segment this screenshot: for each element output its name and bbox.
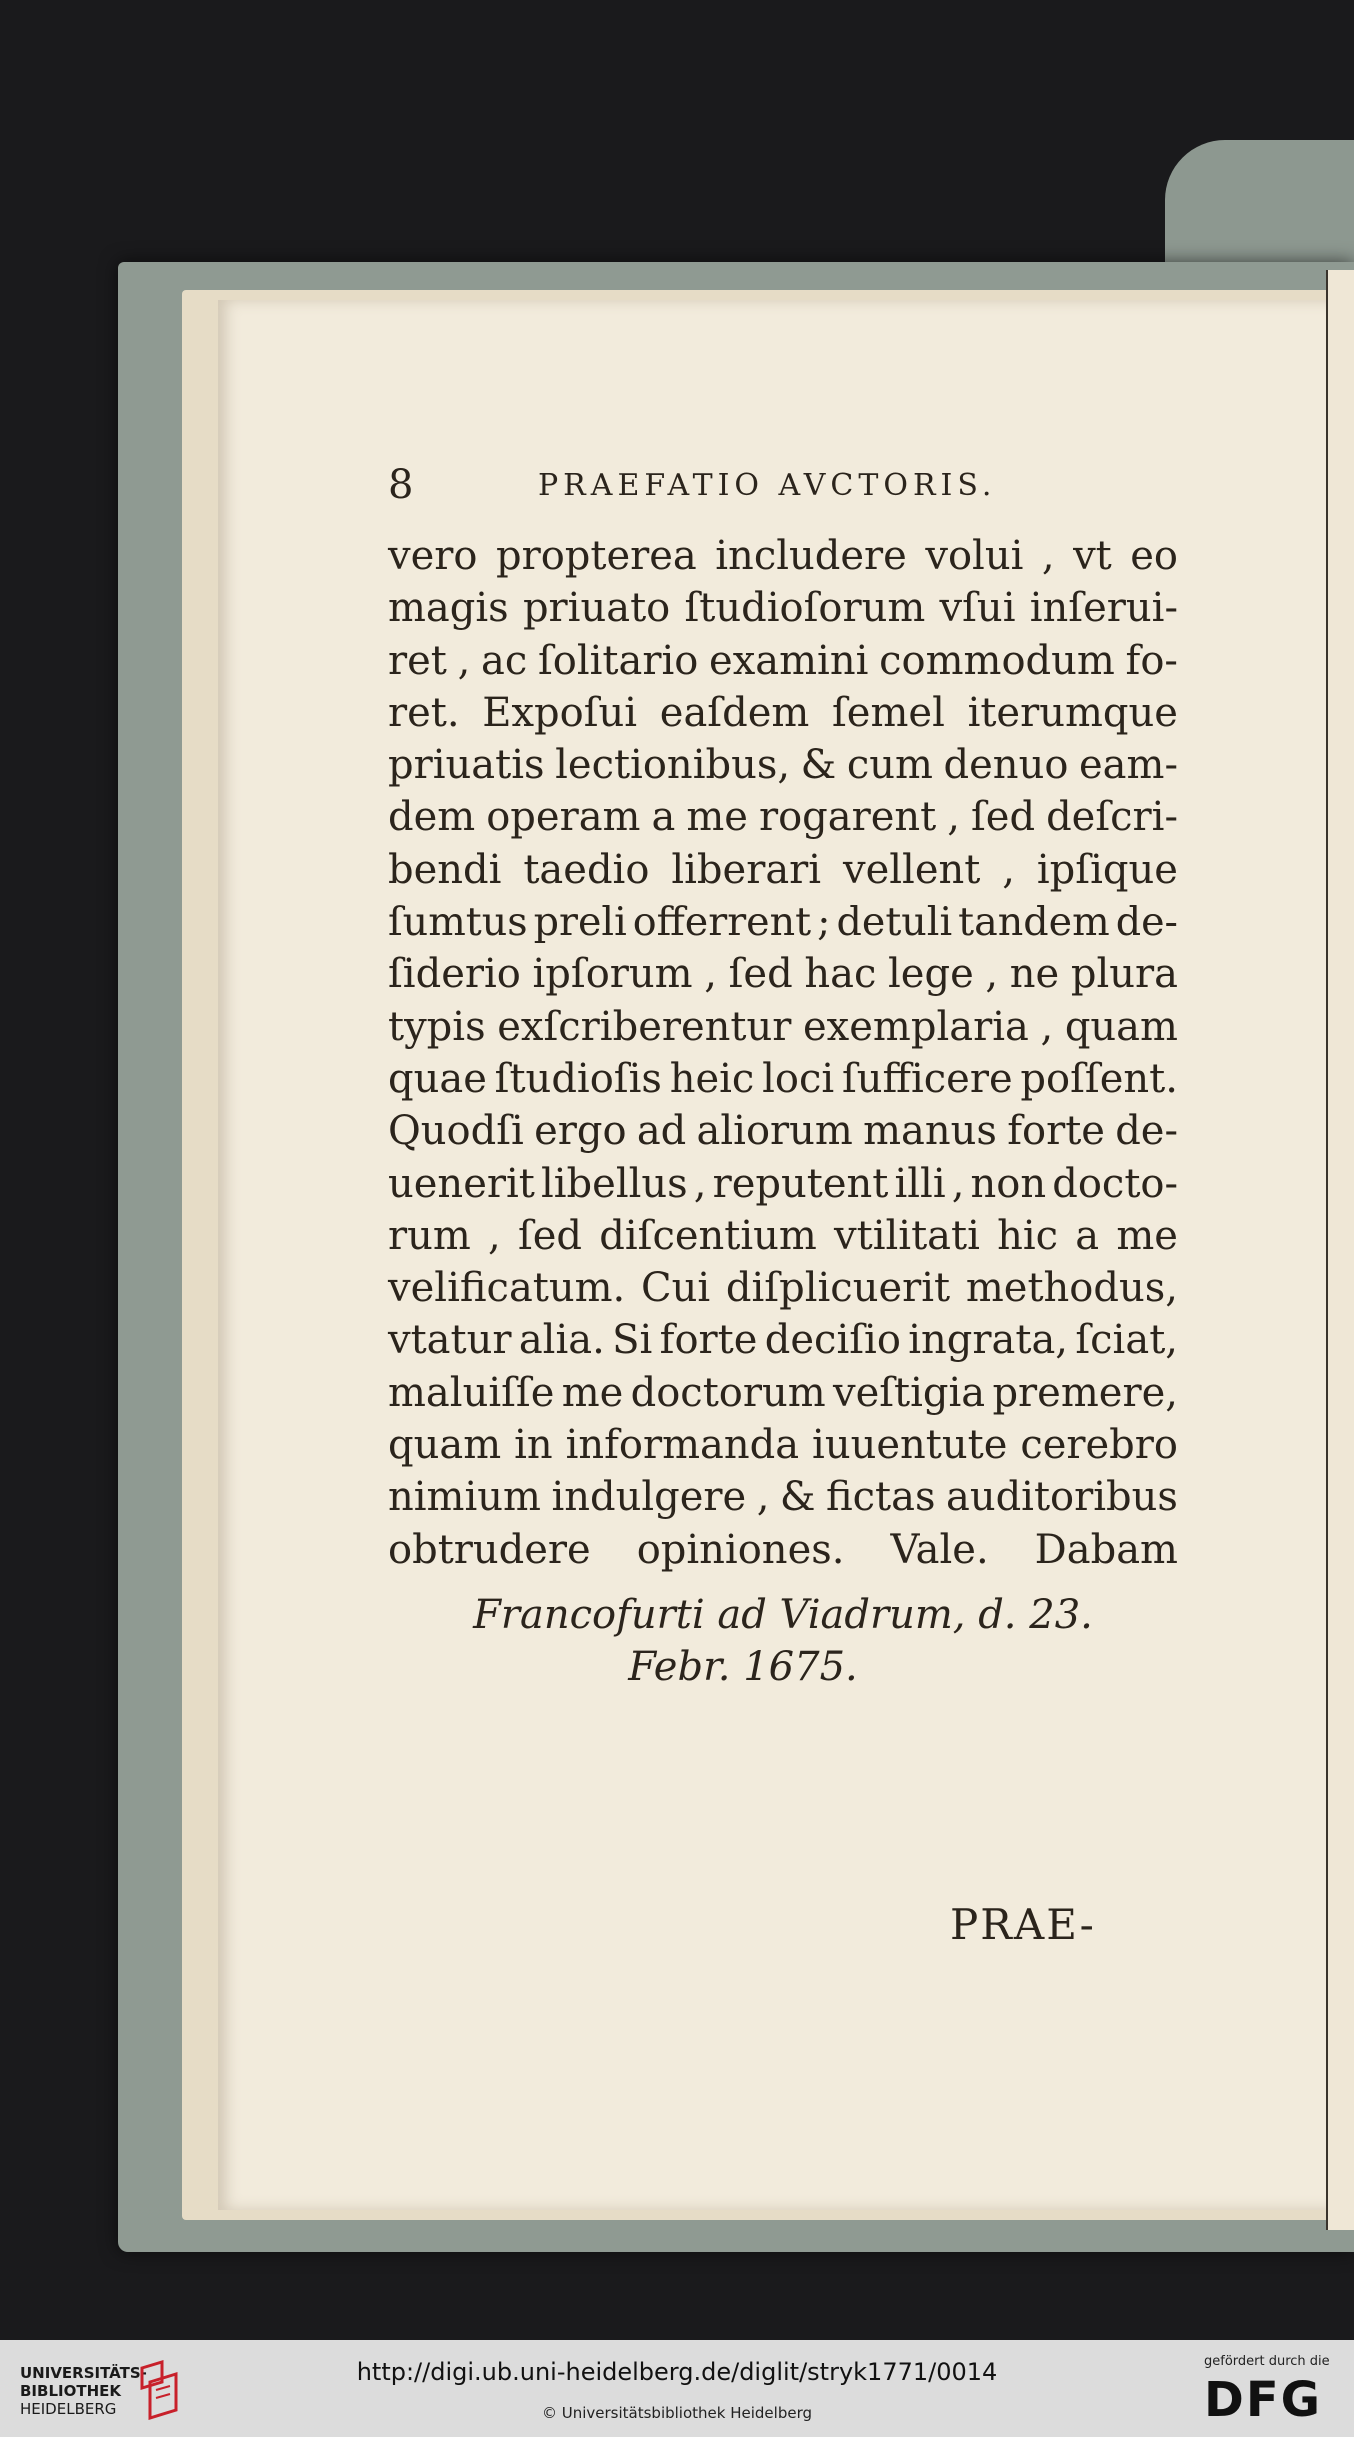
text-word: forte (659, 1317, 758, 1364)
text-word: heic (669, 1055, 755, 1102)
text-word: dem (388, 794, 476, 841)
permalink-url[interactable]: http://digi.ub.uni-heidelberg.de/diglit/stryk1771/0014 (356, 2358, 998, 2386)
text-word: operam (486, 794, 641, 841)
text-word: vt (1073, 533, 1112, 579)
text-word: denuo (943, 742, 1069, 789)
text-line (388, 530, 1178, 582)
text-word: priuatis (388, 742, 545, 789)
text-word: quam (388, 1422, 502, 1469)
text-word: hic (997, 1212, 1059, 1259)
text-word: ipſorum (532, 951, 693, 998)
text-word: vellent (842, 846, 981, 893)
text-line (388, 687, 1178, 739)
text-word: me (1116, 1212, 1178, 1259)
text-word: , (951, 1160, 965, 1207)
text-word: velificatum. (388, 1265, 626, 1312)
text-word: manus (863, 1108, 997, 1155)
text-word: nimium (388, 1474, 541, 1521)
text-word: loci (762, 1055, 835, 1102)
text-word: vero (388, 533, 478, 579)
text-word: forte (1007, 1108, 1105, 1155)
text-word: illi (894, 1160, 946, 1207)
text-word: ſumtus (388, 899, 528, 946)
text-word: in (514, 1422, 553, 1469)
text-word: poſſent. (1020, 1055, 1178, 1102)
text-word: , (756, 1474, 770, 1521)
text-word: , (985, 951, 999, 998)
text-word: ingrata, (908, 1317, 1069, 1364)
text-word: preli (533, 899, 627, 946)
text-word: examini (709, 637, 869, 684)
text-word: , (488, 1212, 501, 1259)
text-word: commodum (879, 637, 1115, 684)
text-word: vtilitati (834, 1212, 980, 1259)
text-line (388, 1105, 1178, 1157)
text-word: doctorum (630, 1369, 826, 1416)
text-word: liberari (671, 846, 822, 893)
text-word: & (779, 1474, 816, 1521)
text-word: a (1075, 1212, 1100, 1259)
text-line (388, 1001, 1178, 1053)
text-word: ſiderio (388, 951, 521, 998)
text-word: uenerit (388, 1160, 535, 1207)
text-word: Cui (641, 1265, 711, 1312)
text-word: auditoribus (945, 1474, 1178, 1521)
text-word: cum (846, 742, 933, 789)
text-word: plura (1070, 951, 1178, 998)
text-word: ret (388, 637, 447, 684)
text-word: ipſique (1036, 846, 1178, 893)
text-word: rogarent (758, 794, 937, 841)
text-word: fo- (1125, 637, 1178, 684)
text-word: deciſio (764, 1317, 901, 1364)
text-word: ergo (534, 1108, 627, 1155)
text-word: eaſdem (659, 689, 810, 736)
text-word: me (561, 1369, 624, 1416)
text-word: alia. (518, 1317, 605, 1364)
text-word: , (693, 1160, 707, 1207)
text-word: reputent (712, 1160, 889, 1207)
text-line (388, 635, 1178, 687)
text-line (388, 1262, 1178, 1314)
text-line (388, 1210, 1178, 1262)
text-line (388, 1419, 1178, 1471)
text-word: diſplicuerit (725, 1265, 951, 1312)
text-line (388, 1471, 1178, 1523)
text-word: indulgere (551, 1474, 747, 1521)
text-line (388, 791, 1178, 843)
text-word: iuuentute (812, 1422, 1008, 1469)
text-word: vſui (939, 585, 1016, 632)
text-word: , (457, 637, 471, 684)
text-word: volui (925, 533, 1024, 579)
text-word: aliorum (696, 1108, 853, 1155)
text-word: ſolitario (537, 637, 699, 684)
text-word: inſerui- (1029, 585, 1178, 632)
text-word: ſciat, (1075, 1317, 1178, 1364)
text-word: ſed (970, 794, 1036, 841)
text-word: eo (1130, 533, 1178, 579)
text-word: Si (612, 1317, 653, 1364)
text-word: quam (1064, 1003, 1178, 1050)
text-word: tandem (958, 899, 1110, 946)
text-line (388, 844, 1178, 896)
signature-year: Febr. 1675. (628, 1644, 858, 1690)
text-word: magis (388, 585, 509, 632)
text-word: Dabam (1034, 1526, 1178, 1573)
text-line (388, 1053, 1178, 1105)
text-word: rum (388, 1212, 471, 1259)
text-word: eam- (1079, 742, 1178, 789)
library-name-line3: HEIDELBERG (20, 2400, 117, 2418)
text-word: methodus, (965, 1265, 1178, 1312)
text-word: docto- (1052, 1160, 1178, 1207)
text-word: ſufficere (841, 1055, 1013, 1102)
text-word: detuli (836, 899, 953, 946)
text-word: ſemel (832, 689, 945, 736)
text-line (388, 1158, 1178, 1210)
text-word: & (800, 742, 837, 789)
text-word: ac (481, 637, 528, 684)
text-line (388, 739, 1178, 791)
text-word: de- (1115, 899, 1178, 946)
text-word: ret. (388, 689, 460, 736)
text-word: diſcentium (599, 1212, 817, 1259)
viewer-footer (0, 2340, 1354, 2437)
text-word: propterea (495, 533, 697, 579)
text-word: de- (1115, 1108, 1178, 1155)
text-word: libellus (540, 1160, 688, 1207)
text-line (388, 948, 1178, 1000)
text-word: typis (388, 1003, 486, 1050)
text-word: , (704, 951, 717, 998)
text-word: priuato (522, 585, 671, 632)
library-name-line2: BIBLIOTHEK (20, 2382, 121, 2400)
text-word: quae (388, 1055, 487, 1102)
dfg-logo: DFG (1204, 2372, 1323, 2428)
text-word: taedio (523, 846, 650, 893)
funding-label: gefördert durch die (1204, 2354, 1330, 2369)
catchword: PRAE- (950, 1900, 1096, 1949)
text-word: iterumque (967, 689, 1178, 736)
text-word: lege (888, 951, 974, 998)
text-word: exemplaria (803, 1003, 1029, 1050)
text-word: exſcriberentur (497, 1003, 792, 1050)
text-word: , (947, 794, 960, 841)
text-word: ; (817, 899, 831, 946)
text-word: ne (1009, 951, 1060, 998)
text-line (388, 582, 1178, 634)
facing-page-edge (1326, 270, 1354, 2230)
text-word: Expoſui (482, 689, 638, 736)
text-word: includere (715, 533, 907, 579)
text-word: ſtudioſis (494, 1055, 662, 1102)
text-line (388, 1314, 1178, 1366)
text-word: bendi (388, 846, 502, 893)
text-word: premere, (992, 1369, 1178, 1416)
text-word: informanda (565, 1422, 800, 1469)
text-word: hac (804, 951, 877, 998)
signature-place-date: Francofurti ad Viadrum, d. 23. (473, 1592, 1093, 1638)
page-header (388, 462, 1178, 512)
text-word: ſed (728, 951, 793, 998)
text-word: ad (636, 1108, 687, 1155)
text-word: opiniones. (636, 1526, 845, 1573)
text-word: me (686, 794, 748, 841)
text-word: lectionibus, (555, 742, 791, 789)
text-word: , (1041, 533, 1055, 579)
book-cover-corner (1165, 140, 1354, 280)
text-word: deſcri- (1046, 794, 1178, 841)
library-name-line1: UNIVERSITÄTS- (20, 2364, 147, 2382)
text-word: cerebro (1020, 1422, 1178, 1469)
text-line (388, 1367, 1178, 1419)
text-word: offerrent (632, 899, 812, 946)
text-word: ſtudioſorum (684, 585, 926, 632)
text-word: , (1002, 846, 1015, 893)
text-word: Vale. (890, 1526, 989, 1573)
text-word: vtatur (388, 1317, 512, 1364)
text-word: veſtigia (832, 1369, 986, 1416)
running-head: PRAEFATIO AVCTORIS. (538, 468, 997, 503)
text-word: maluiſſe (388, 1369, 555, 1416)
text-word: non (970, 1160, 1047, 1207)
text-word: a (651, 794, 676, 841)
text-word: ſed (517, 1212, 583, 1259)
text-word: , (1040, 1003, 1054, 1050)
text-word: obtrudere (388, 1526, 591, 1573)
text-line (388, 896, 1178, 948)
page-number: 8 (388, 462, 414, 508)
text-word: fictas (825, 1474, 936, 1521)
text-line (388, 1524, 1178, 1576)
body-text (388, 530, 1178, 1576)
text-word: Quodſi (388, 1108, 524, 1155)
copyright-notice: © Universitätsbibliothek Heidelberg (541, 2404, 812, 2422)
